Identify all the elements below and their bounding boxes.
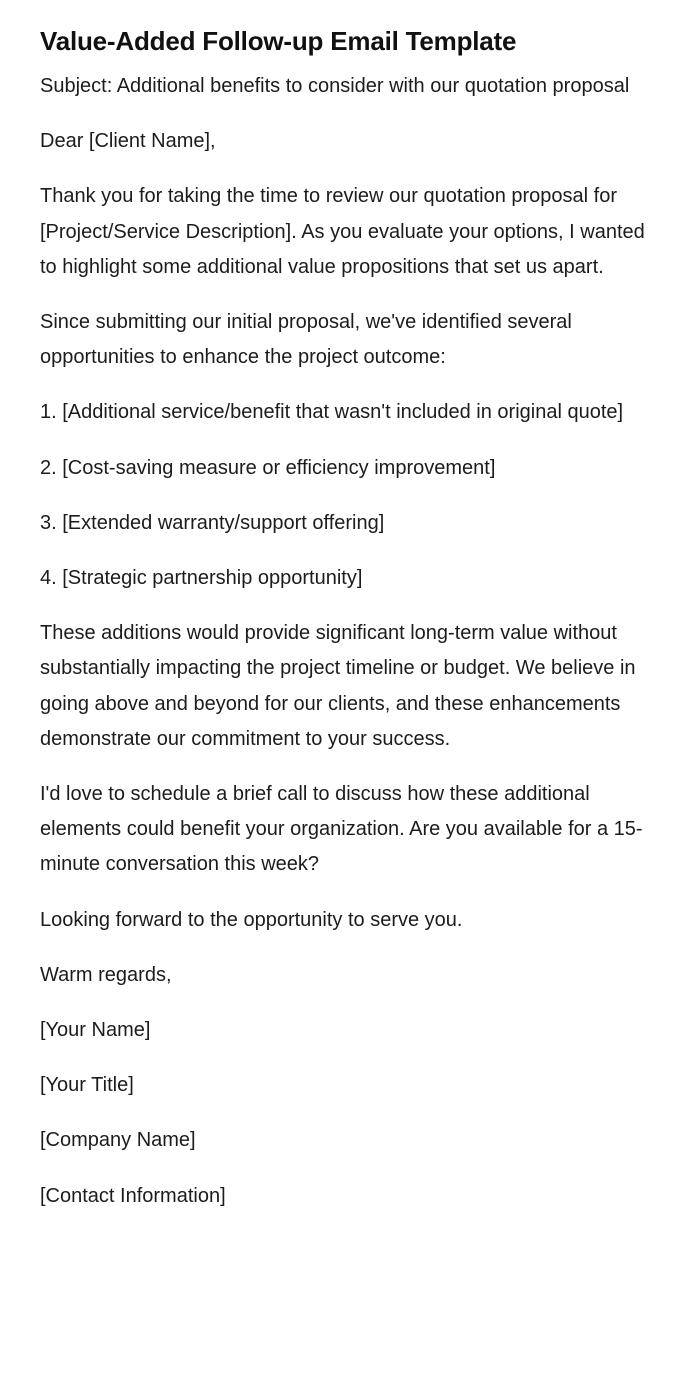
document-title: Value-Added Follow-up Email Template [40,26,517,56]
signature-name: [Your Name] [40,1019,151,1042]
value-statement-paragraph: These additions would provide significant long-term value without substantially impacting the project timeline or budget. We believe in going above and beyond for our clients, and these enhancements demonstrate our commitment to your success. [40,622,636,750]
greeting: Dear [Client Name], [40,130,216,153]
closing-line: Looking forward to the opportunity to serve you. [40,908,463,931]
signature-contact: [Contact Information] [40,1184,226,1207]
list-item: 1. [Additional service/benefit that wasn't included in original quote] [40,401,624,424]
list-item: 2. [Cost-saving measure or efficiency improvement] [40,456,496,479]
list-item: 3. [Extended warranty/support offering] [40,511,385,534]
signature-title: [Your Title] [40,1074,134,1097]
lead-in-paragraph: Since submitting our initial proposal, we've identified several opportunities to enhance the project outcome: [40,311,572,369]
signature-company: [Company Name] [40,1129,196,1152]
subject-line: Subject: Additional benefits to consider with our quotation proposal [40,75,630,97]
call-to-action-paragraph: I'd love to schedule a brief call to discuss how these additional elements could benefit your organization. Are you available for a 15-minute conversation this week? [40,783,643,876]
intro-paragraph: Thank you for taking the time to review our quotation proposal for [Project/Service Description]. As you evaluate your options, I wanted to highlight some additional value propositions that set us apart. [40,185,645,278]
list-item: 4. [Strategic partnership opportunity] [40,567,363,590]
sign-off: Warm regards, [40,963,172,986]
